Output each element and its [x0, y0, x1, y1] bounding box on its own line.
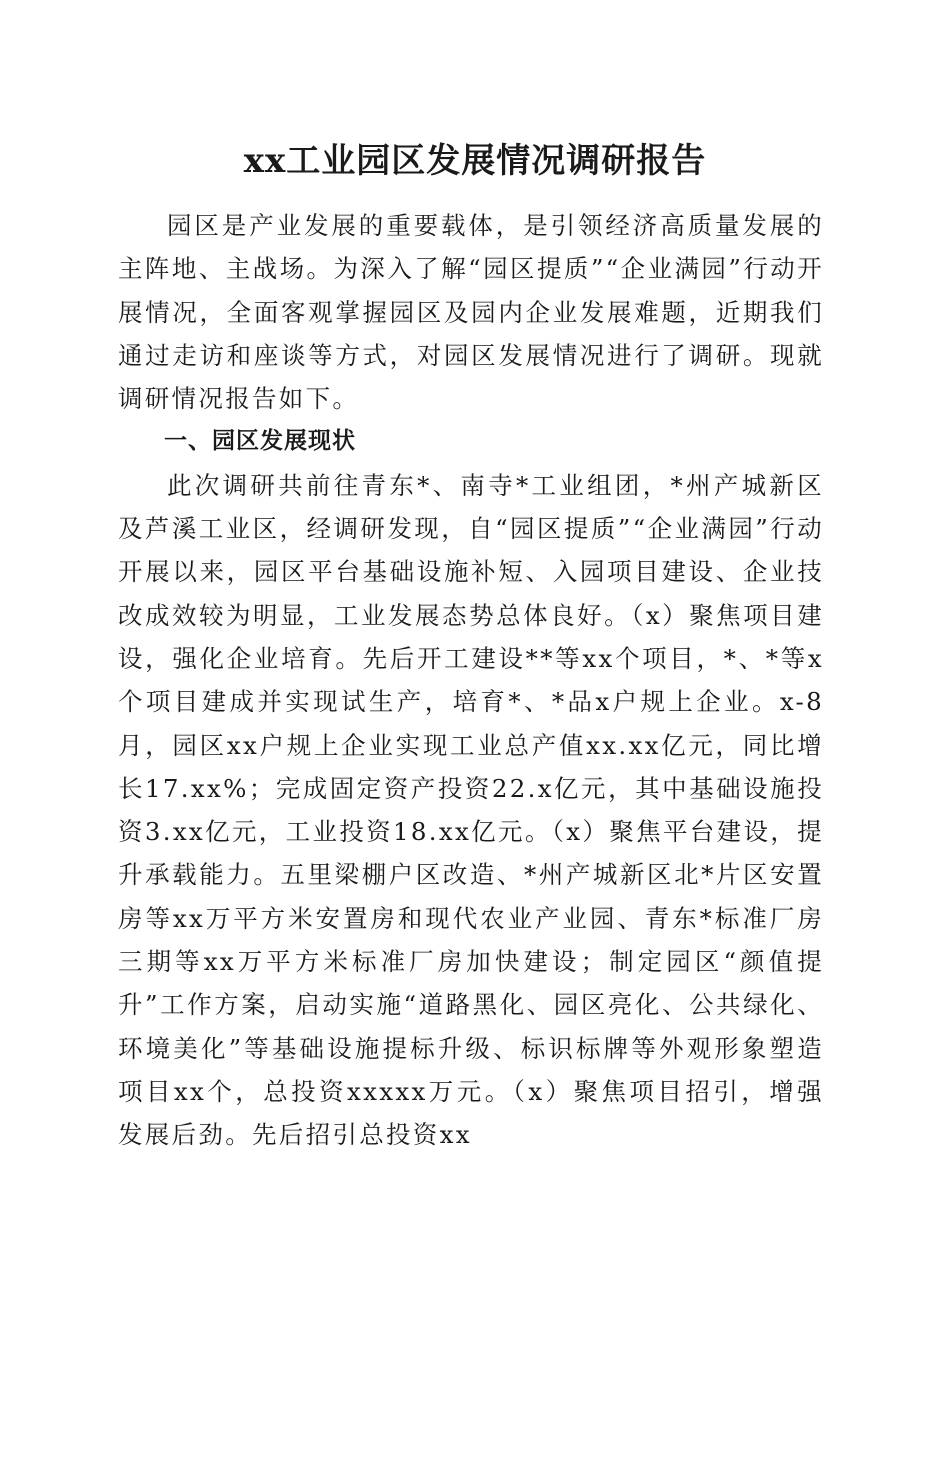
document-title: xx工业园区发展情况调研报告 [243, 141, 707, 181]
section-heading: 一、园区发展现状 [164, 428, 356, 455]
document-body [118, 204, 824, 1464]
intro-paragraph: 园区是产业发展的重要载体，是引领经济高质量发展的主阵地、主战场。为深入了解“园区提质”“企业满园”行动开展情况，全面客观掌握园区及园内企业发展难题，近期我们通过走访和座谈等方式，对园区发展情况进行了调研。现就调研情况报告如下。 [118, 211, 824, 414]
section-paragraph: 此次调研共前往青东*、南寺*工业组团，*州产城新区及芦溪工业区，经调研发现，自“园区提质”“企业满园”行动开展以来，园区平台基础设施补短、入园项目建设、企业技改成效较为明显，工业发展态势总体良好。（x）聚焦项目建设，强化企业培育。先后开工建设**等xx个项目，*、*等x个项目建成并实现试生产，培育*、*品x户规上企业。x-8月，园区xx户规上企业实现工业总产值xx.xx亿元，同比增长17.xx%；完成固定资产投资22.x亿元，其中基础设施投资3.xx亿元，工业投资18.xx亿元。（x）聚焦平台建设，提升承载能力。五里梁棚户区改造、*州产城新区北*片区安置房等xx万平方米安置房和现代农业产业园、青东*标准厂房三期等xx万平方米标准厂房加快建设；制定园区“颜值提升”工作方案，启动实施“道路黑化、园区亮化、公共绿化、环境美化”等基础设施提标升级、标识标牌等外观形象塑造项目xx个，总投资xxxxx万元。（x）聚焦项目招引，增强发展后劲。先后招引总投资xx [118, 470, 824, 1150]
